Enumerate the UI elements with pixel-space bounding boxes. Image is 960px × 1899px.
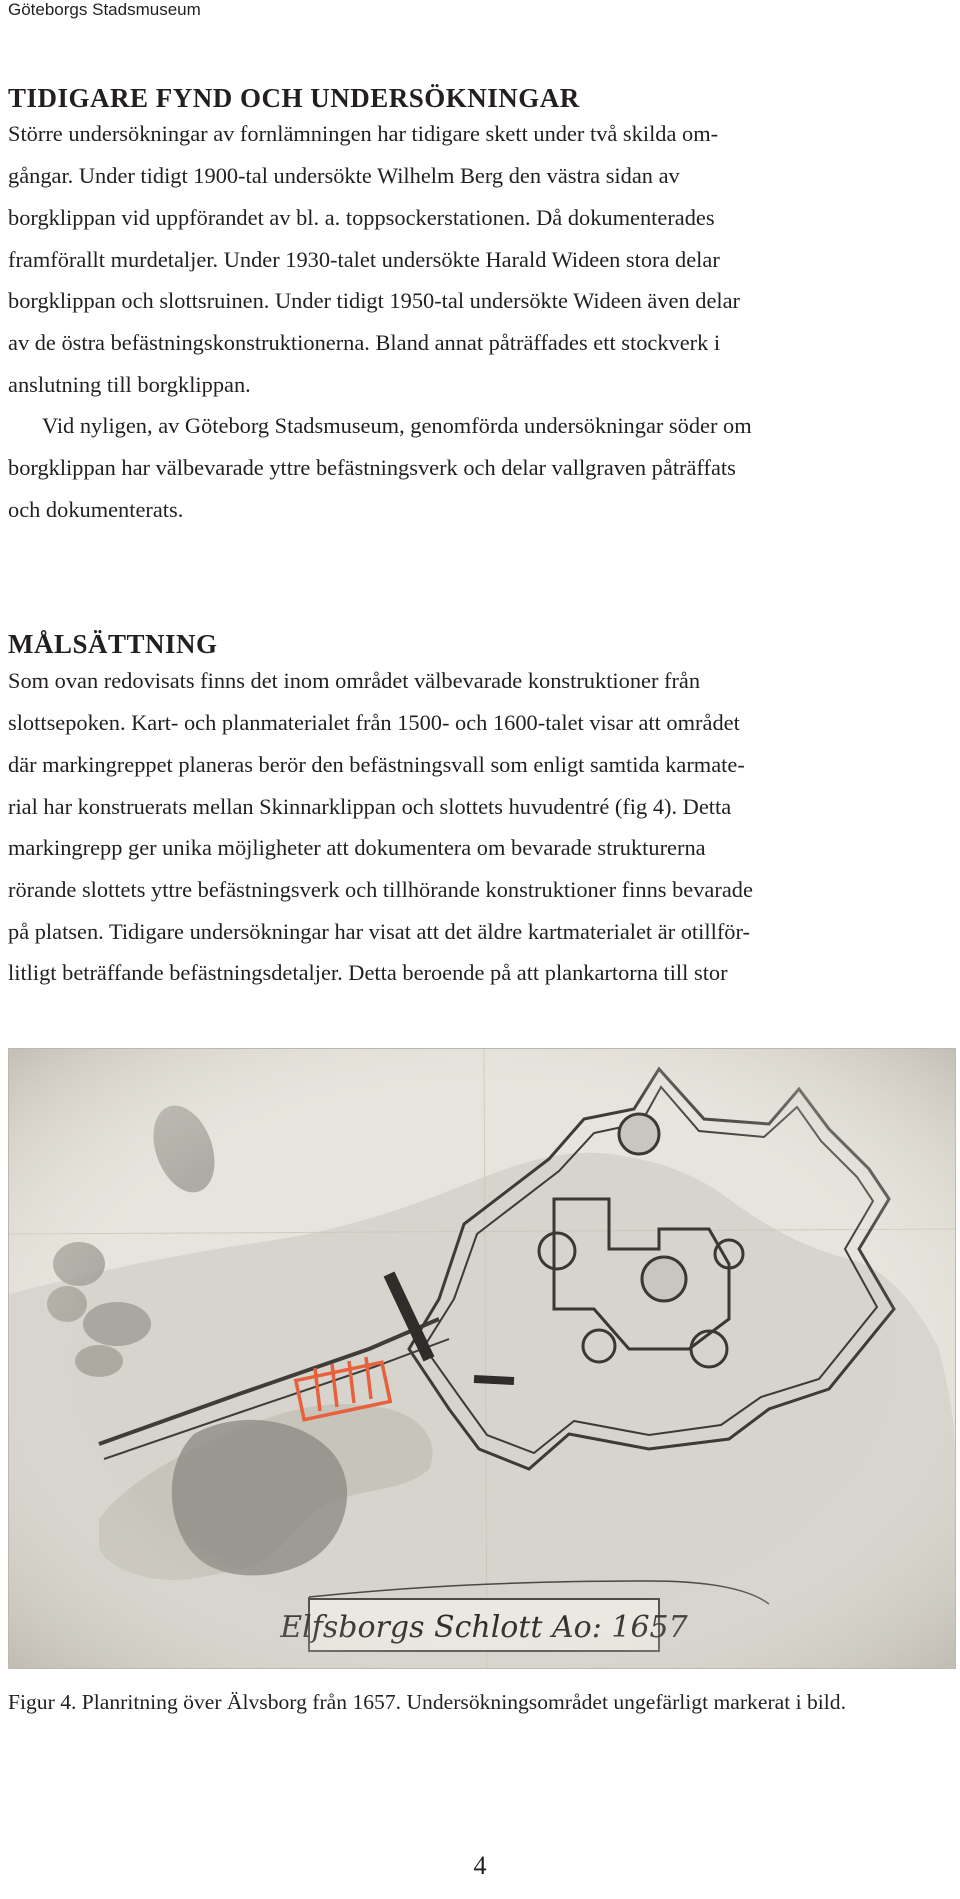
figure-caption: Figur 4. Planritning över Älvsborg från 1657. Undersökningsområdet ungefärligt markerat i bild.	[8, 1690, 847, 1714]
historic-plan-map	[8, 1048, 956, 1669]
section-heading: TIDIGARE FYND OCH UNDERSÖKNINGAR	[8, 83, 580, 113]
paragraph: Som ovan redovisats finns det inom området välbevarade konstruktioner från slottsepoken. Kart- och planmaterialet från 1500- och 1600-talet visar att området där markingreppet planeras berör den befästningsvall som enligt samtida karmate- rial har konstruerats mellan Skinnarklippan och slottets huvudentré (fig 4). Detta markingrepp ger unika möjligheter att dokumentera om bevarade strukturerna rörande slottets yttre befästningsverk och tillhörande konstruktioner finns bevarade på platsen. Tidigare undersökningar har visat att det äldre kartmaterialet är otillför- litligt beträffande befästningsdetaljer. Detta beroende på att plankartorna till stor	[8, 668, 753, 986]
running-title: Göteborgs Stadsmuseum	[8, 0, 201, 19]
paragraph: Större undersökningar av fornlämningen har tidigare skett under två skilda om- gångar. Under tidigt 1900-tal undersökte Wilhelm Berg den västra sidan av borgklippan vid uppförandet av bl. a. toppsockerstationen. Då dokumenterades framförallt murdetaljer. Under 1930-talet undersökte Harald Wideen stora delar borgklippan och slottsruinen. Under tidigt 1950-tal undersökte Wideen även delar av de östra befästningskonstruktionerna. Bland annat påträffades ett stockverk i anslutning till borgklippan.	[8, 121, 741, 397]
page-number: 4	[473, 1851, 487, 1880]
section-objectives	[8, 628, 948, 994]
section-heading: MÅLSÄTTNING	[8, 629, 218, 659]
section-previous-finds	[8, 82, 948, 530]
paragraph: Vid nyligen, av Göteborg Stadsmuseum, genomförda undersökningar söder om borgklippan har välbevarade yttre befästningsverk och delar vallgraven påträffats och dokumenterats.	[8, 413, 752, 522]
map-drawing	[9, 1049, 955, 1668]
